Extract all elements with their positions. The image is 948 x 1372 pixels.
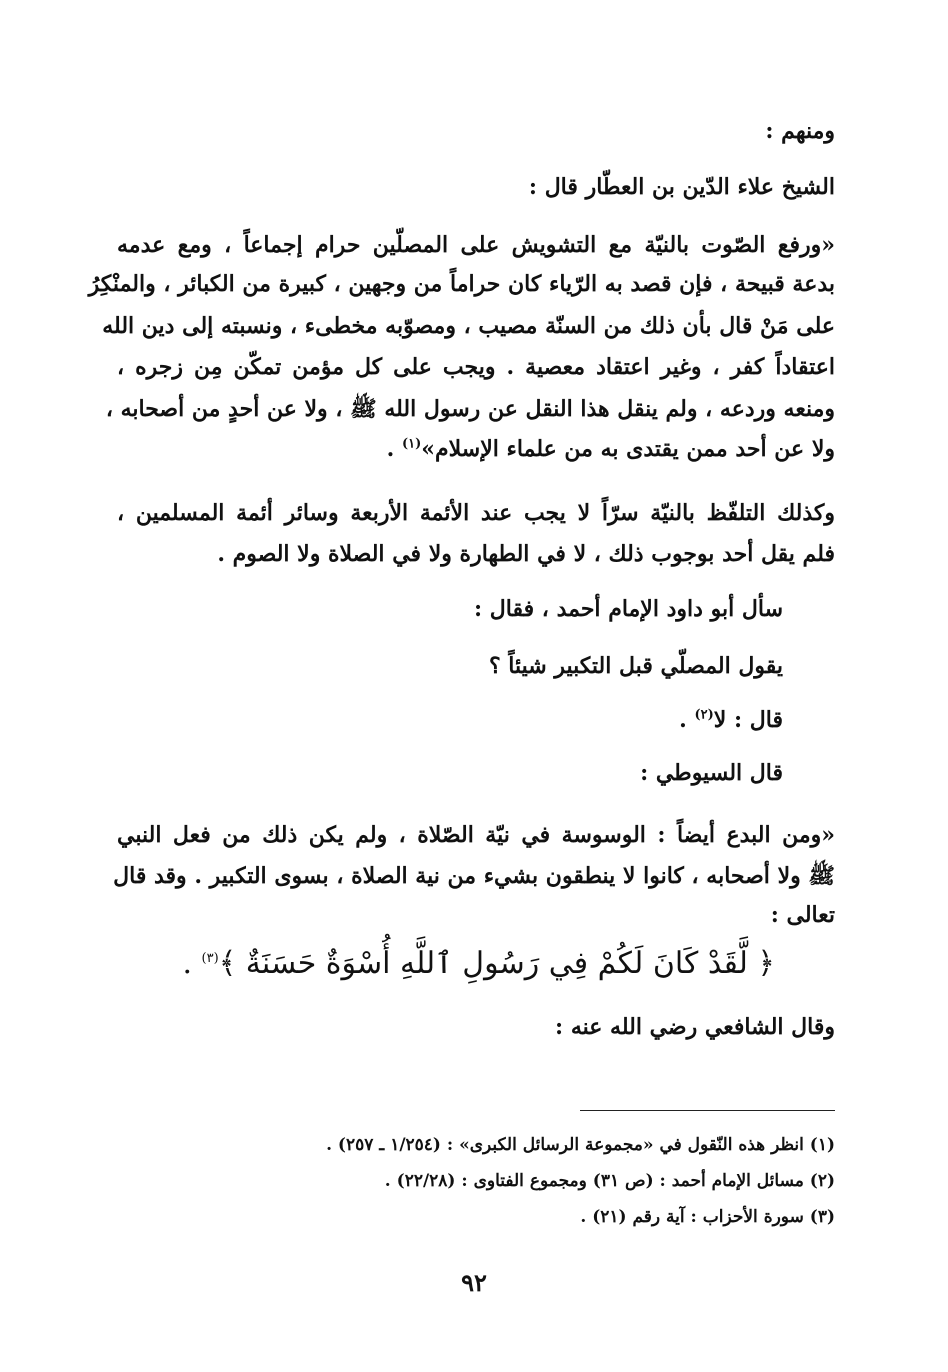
quote-line-last [117, 434, 835, 464]
question-text: يقول المصلّي قبل التكبير شيئاً ؟ [488, 653, 783, 679]
quran-verse [182, 942, 775, 986]
quote-end: . [386, 436, 402, 462]
quote-line: «ورفع الصّوت بالنيّة مع التشويش على المصلّين حرام إجماعاً ، ومع عدمه [117, 232, 835, 258]
answer-end: . [679, 707, 695, 733]
quote-line: «ومن البدع أيضاً : الوسوسة في نيّة الصّلاة ، ولم يكن ذلك من فعل النبي [117, 822, 835, 848]
quote-line: على مَنْ قال بأن ذلك من السنّة مصيب ، ومصوّبه مخطىء ، ونسبته إلى دين الله [102, 313, 835, 339]
footnote-ref-3: (٣) [201, 951, 219, 966]
quran-verse-text: ﴿ لَّقَدْ كَانَ لَكُمْ فِي رَسُولِ ٱللَّهِ أُسْوَةٌ حَسَنَةٌ ﴾ [218, 946, 775, 981]
shafii-heading: وقال الشافعي رضي الله عنه : [555, 1014, 835, 1040]
suyuti-heading: قال السيوطي : [640, 760, 783, 786]
quote-line-last: تعالى : [770, 902, 835, 928]
quote-line: ﷺ ولا أصحابه ، كانوا لا ينطقون بشيء من نية الصلاة ، بسوى التكبير . وقد قال [113, 863, 835, 889]
heading-among-them: ومنهم : [765, 118, 835, 144]
quote-text: ولا عن أحد ممن يقتدى به من علماء الإسلام» [421, 436, 835, 462]
answer-line [679, 705, 783, 735]
footnote-ref-2: (٢) [694, 707, 714, 723]
footnote-1: (١) انظر هذه النّقول في «مجموعة الرسائل الكبرى» : (١/٢٥٤ ـ ٢٥٧) . [326, 1135, 835, 1155]
footnote-2: (٢) مسائل الإمام أحمد : (ص ٣١) ومجموع الفتاوى : (٢٢/٢٨) . [384, 1171, 835, 1191]
paragraph-line: وكذلك التلفّظ بالنيّة سرّاً لا يجب عند الأئمة الأربعة وسائر أئمة المسلمين ، [117, 500, 835, 526]
footnote-ref-1: (١) [402, 436, 422, 452]
quote-line: بدعة قبيحة ، فإن قصد به الرّياء كان حراماً من وجهين ، كبيرة من الكبائر ، والمنْكِرُ [88, 271, 835, 297]
footnote-divider [580, 1110, 835, 1111]
answer-text: قال : لا [713, 707, 783, 733]
heading-ibn-al-attar: الشيخ علاء الدّين بن العطّار قال : [528, 174, 835, 200]
abu-dawud-question: سأل أبو داود الإمام أحمد ، فقال : [474, 596, 783, 622]
quote-line: اعتقاداً كفر ، وغير اعتقاد معصية . ويجب على كل مؤمن تمكّن مِن زجره ، [117, 354, 835, 380]
paragraph-line: فلم يقل أحد بوجوب ذلك ، لا في الطهارة ولا في الصلاة ولا الصوم . [217, 541, 835, 567]
quote-line: ومنعه وردعه ، ولم ينقل هذا النقل عن رسول الله ﷺ ، ولا عن أحدٍ من أصحابه ، [105, 396, 835, 422]
footnote-3: (٣) سورة الأحزاب : آية رقم (٢١) . [580, 1207, 835, 1227]
quran-end: . [182, 946, 202, 981]
page-number: ٩٢ [461, 1268, 487, 1297]
